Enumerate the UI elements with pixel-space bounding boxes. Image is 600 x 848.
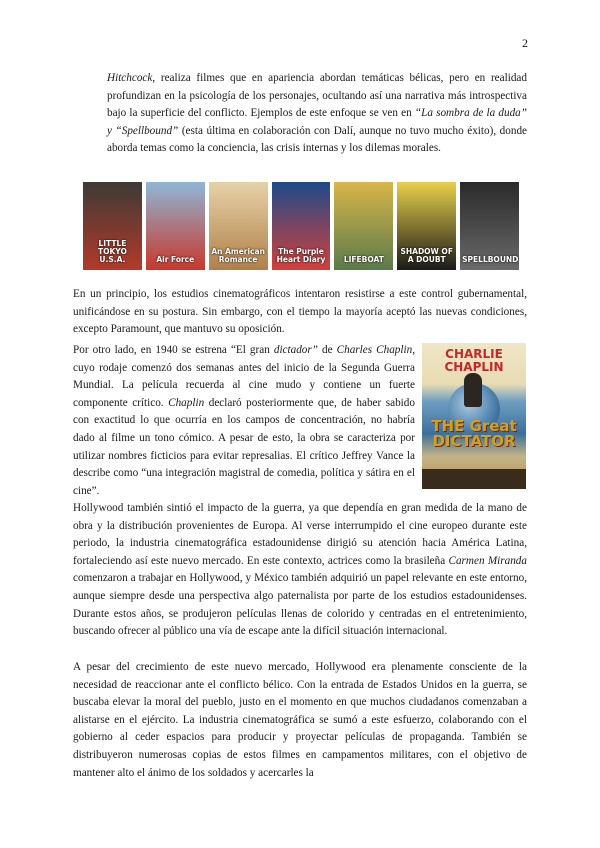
poster-title: An American Romance — [211, 247, 265, 264]
film-poster — [83, 182, 142, 270]
paragraph-chaplin — [73, 342, 415, 500]
poster-title: LITTLE TOKYO U.S.A. — [98, 239, 127, 264]
great-dictator-poster — [422, 343, 526, 489]
poster-title: The Purple Heart Diary — [276, 247, 326, 264]
paragraph-text: comenzaron a trabajar en Hollywood, y México también adquirió un papel relevante en este entorno, aunque siempre desde una perspectiva algo paternalista por parte de los estudios estadounidenses. Durante estos años, se produjeron películas llenas de colorido y centradas en el entretenimiento, buscando ofrecer al público una vía de escape ante la difícil situación internacional. — [73, 572, 527, 638]
poster-actor-name: CHARLIE CHAPLIN — [444, 347, 504, 374]
page-number: 2 — [522, 36, 528, 50]
paragraph-text: Hollywood también sintió el impacto de la guerra, ya que dependía en gran medida de la mano de obra y la distribución provenientes de Europa. Al verse interrumpido el cine europeo durante este periodo, la industria cinematográfica estadounidense dirigió su atención hacia América Latina, fortaleciendo así este nuevo mercado. En este contexto, actrices como la brasileña — [73, 502, 527, 567]
paragraph-propaganda: A pesar del crecimiento de este nuevo mercado, Hollywood era plenamente consciente de la necesidad de reaccionar ante el conflicto bélico. Con la entrada de Estados Unidos en la guerra, se buscaba elevar la moral del pueblo, justo en el momento en que muchos ciudadanos comenzaban a alistarse en el ejército. La industria cinematográfica se sumó a este esfuerzo, colaborando con el gobierno al ceder espacios para producir y proyectar películas de propaganda. También se distribuyeron numerosas copias de estos filmes en campamentos militares, con el objetivo de mantener alto el ánimo de los soldados y acercarles la — [73, 661, 527, 779]
paragraph-hitchcock — [107, 70, 527, 158]
poster-title: SPELLBOUND — [462, 255, 519, 264]
film-poster — [397, 182, 456, 270]
paragraph-text: declaró posteriormente que, de haber sabido con exactitud lo que ocurría en los campos de concentración, no habría dado al filme un tono cómico. A pesar de esto, la obra se caracteriza por utilizar nombres ficticios para evitar represalias. El crítico Jeffrey Vance la describe como “una integración magistral de comedia, política y sátira en el cine”. — [73, 396, 415, 497]
poster-strip — [83, 182, 519, 270]
poster-title: SHADOW OF A DOUBT — [400, 247, 453, 264]
paragraph-latin-america — [73, 500, 527, 641]
film-titles: “La sombra de la duda” y “Spellbound” — [107, 107, 527, 137]
paragraph-text: de — [317, 344, 337, 356]
film-title: dictador” — [273, 344, 318, 356]
director-name: Hitchcock — [107, 72, 153, 84]
paragraph-text: , cuyo rodaje comenzó dos semanas antes del inicio de la Segunda Guerra Mundial. La película recuerda al cine mudo y contiene un fuerte componente crítico. — [73, 344, 415, 409]
paragraph-text: (esta última en colaboración con Dalí, aunque no tuvo mucho éxito), donde aborda temas como la conciencia, las crisis internas y los dilemas morales. — [107, 124, 528, 155]
paragraph-text: Por otro lado, en 1940 se estrena “El gran — [73, 344, 274, 356]
film-poster — [209, 182, 268, 270]
poster-title: THE Great DICTATOR — [431, 417, 517, 450]
person-name: Charles Chaplin — [336, 344, 413, 356]
poster-title: Air Force — [156, 255, 195, 264]
paragraph-studios: En un principio, los estudios cinematográficos intentaron resistirse a este control gubernamental, unificándose en su postura. Sin embargo, con el tiempo la mayoría aceptó las nuevas condiciones, excepto Paramount, que mantuvo su oposición. — [73, 288, 527, 336]
poster-footer — [422, 469, 526, 489]
person-name: Carmen Miranda — [448, 554, 527, 567]
person-name: Chaplin — [168, 396, 205, 409]
film-poster — [334, 182, 393, 270]
film-poster — [272, 182, 331, 270]
paragraph-text: , realiza filmes que en apariencia abordan temáticas bélicas, pero en realidad profundizan en la psicología de los personajes, ocultando así una narrativa más introspectiva bajo la superficie del conflicto. Ejemplos de este enfoque se ven en — [107, 72, 527, 120]
film-poster — [146, 182, 205, 270]
figure-graphic — [464, 373, 482, 407]
poster-title: LIFEBOAT — [343, 255, 384, 264]
film-poster — [460, 182, 519, 270]
